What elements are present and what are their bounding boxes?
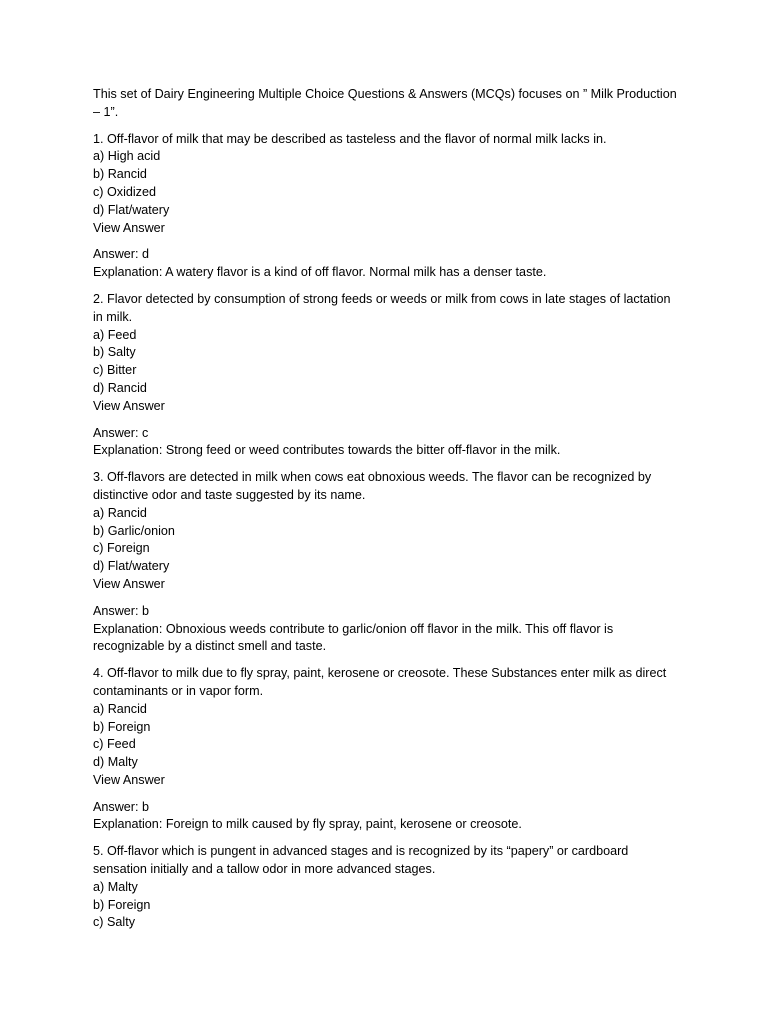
view-answer-link[interactable]: View Answer [93,220,165,235]
option-c: c) Feed [93,737,136,752]
view-answer-link[interactable]: View Answer [93,772,165,787]
question-text: 3. Off-flavors are detected in milk when cows eat obnoxious weeds. The flavor can be recognized by distinctive odor and taste suggested by its name. [93,470,652,502]
question-text: 4. Off-flavor to milk due to fly spray, paint, kerosene or creosote. These Substances enter milk as direct contaminants or in vapor form. [93,666,667,698]
option-a: a) Feed [93,327,137,342]
option-b: b) Salty [93,345,136,360]
option-b: b) Rancid [93,167,147,182]
option-b: b) Foreign [93,897,151,912]
question-text: 5. Off-flavor which is pungent in advanced stages and is recognized by its “papery” or cardboard sensation initially and a tallow odor in more advanced stages. [93,844,629,877]
document-page [93,86,683,932]
option-d: d) Flat/watery [93,202,170,217]
question-3 [93,469,683,656]
question-1 [93,131,683,282]
answer-text: Answer: c [93,425,149,440]
answer-text: Answer: b [93,603,149,618]
option-d: d) Rancid [93,380,147,395]
question-4 [93,665,683,834]
view-answer-link[interactable]: View Answer [93,576,165,591]
question-5 [93,843,683,932]
option-c: c) Bitter [93,363,137,378]
answer-text: Answer: d [93,247,149,262]
option-a: a) High acid [93,149,161,164]
option-c: c) Oxidized [93,184,156,199]
explanation-text: Explanation: Strong feed or weed contributes towards the bitter off-flavor in the milk. [93,443,561,458]
explanation-text: Explanation: Foreign to milk caused by fly spray, paint, kerosene or creosote. [93,817,522,832]
question-text: 2. Flavor detected by consumption of strong feeds or weeds or milk from cows in late stages of lactation in milk. [93,291,671,324]
question-2 [93,291,683,460]
intro-paragraph: This set of Dairy Engineering Multiple Choice Questions & Answers (MCQs) focuses on ” Milk Production – 1”. [93,87,677,119]
view-answer-link[interactable]: View Answer [93,398,165,413]
option-a: a) Rancid [93,701,147,716]
option-c: c) Salty [93,915,135,930]
explanation-text: Explanation: Obnoxious weeds contribute to garlic/onion off flavor in the milk. This off flavor is recognizable by a distinct smell and taste. [93,621,614,654]
option-b: b) Garlic/onion [93,523,175,538]
option-a: a) Rancid [93,505,147,520]
option-d: d) Flat/watery [93,559,170,574]
option-d: d) Malty [93,755,138,770]
explanation-text: Explanation: A watery flavor is a kind of off flavor. Normal milk has a denser taste. [93,265,547,280]
option-c: c) Foreign [93,541,150,556]
answer-text: Answer: b [93,799,149,814]
option-b: b) Foreign [93,719,151,734]
question-text: 1. Off-flavor of milk that may be described as tasteless and the flavor of normal milk lacks in. [93,131,607,146]
option-a: a) Malty [93,879,138,894]
